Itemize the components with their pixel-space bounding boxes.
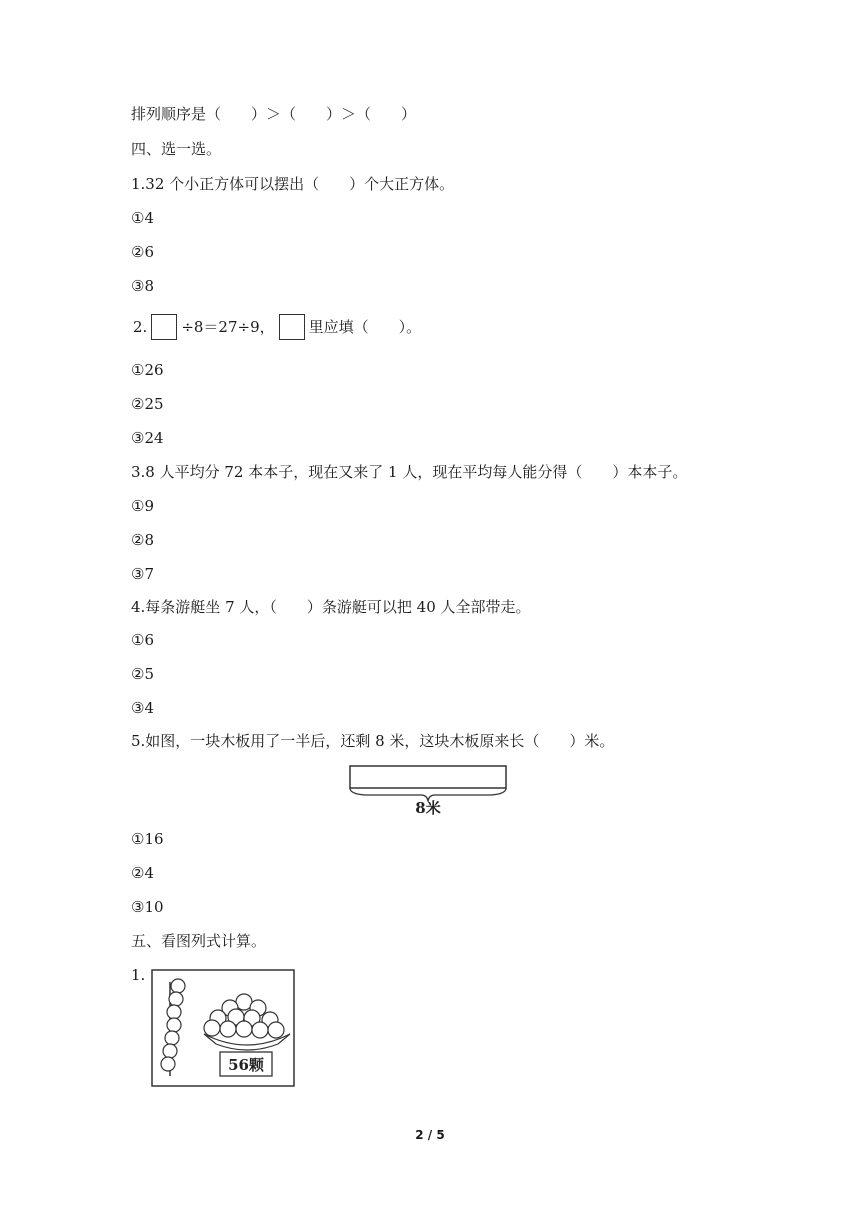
section4-title: 四、选一选。 — [131, 140, 222, 158]
board-rect — [350, 766, 506, 788]
section5-title: 五、看图列式计算。 — [131, 932, 267, 950]
q4-text: 4.每条游艇坐 7 人，（ ）条游艇可以把 40 人全部带走。 — [131, 598, 531, 616]
q4-option-3[interactable]: ③4 — [131, 699, 154, 717]
q5-text: 5.如图，一块木板用了一半后，还剩 8 米，这块木板原来长（ ）米。 — [131, 732, 615, 750]
candy-figure — [150, 968, 296, 1088]
q2-option-3[interactable]: ③24 — [131, 429, 164, 447]
candy-count-label: 56颗 — [228, 1056, 264, 1074]
answer-box — [151, 314, 177, 340]
q2-mid: ÷8＝27÷9， — [181, 318, 275, 336]
q2-text — [131, 314, 423, 340]
q5-option-3[interactable]: ③10 — [131, 898, 164, 916]
q1-text: 1.32 个小正方体可以摆出（ ）个大正方体。 — [131, 175, 455, 193]
s5q1-number: 1. — [131, 966, 146, 984]
board-label: 8米 — [415, 799, 441, 816]
q2-option-2[interactable]: ②25 — [131, 395, 164, 413]
page-number: 2 / 5 — [415, 1128, 445, 1142]
order-line: 排列顺序是（ ）＞（ ）＞（ ） — [131, 105, 417, 123]
q2-suffix: 里应填（ ）。 — [308, 318, 422, 336]
q1-option-2[interactable]: ②6 — [131, 243, 154, 261]
q3-option-3[interactable]: ③7 — [131, 565, 154, 583]
q2-option-1[interactable]: ①26 — [131, 361, 164, 379]
board-figure — [345, 764, 511, 816]
q3-text: 3.8 人平均分 72 本本子，现在又来了 1 人，现在平均每人能分得（ ）本本子。 — [131, 463, 688, 481]
q1-option-1[interactable]: ①4 — [131, 209, 154, 227]
q3-option-2[interactable]: ②8 — [131, 531, 154, 549]
q5-option-1[interactable]: ①16 — [131, 830, 164, 848]
q1-option-3[interactable]: ③8 — [131, 277, 154, 295]
q4-option-2[interactable]: ②5 — [131, 665, 154, 683]
q4-option-1[interactable]: ①6 — [131, 631, 154, 649]
answer-box — [279, 314, 305, 340]
q2-prefix: 2. — [133, 318, 148, 336]
q3-option-1[interactable]: ①9 — [131, 497, 154, 515]
q5-option-2[interactable]: ②4 — [131, 864, 154, 882]
